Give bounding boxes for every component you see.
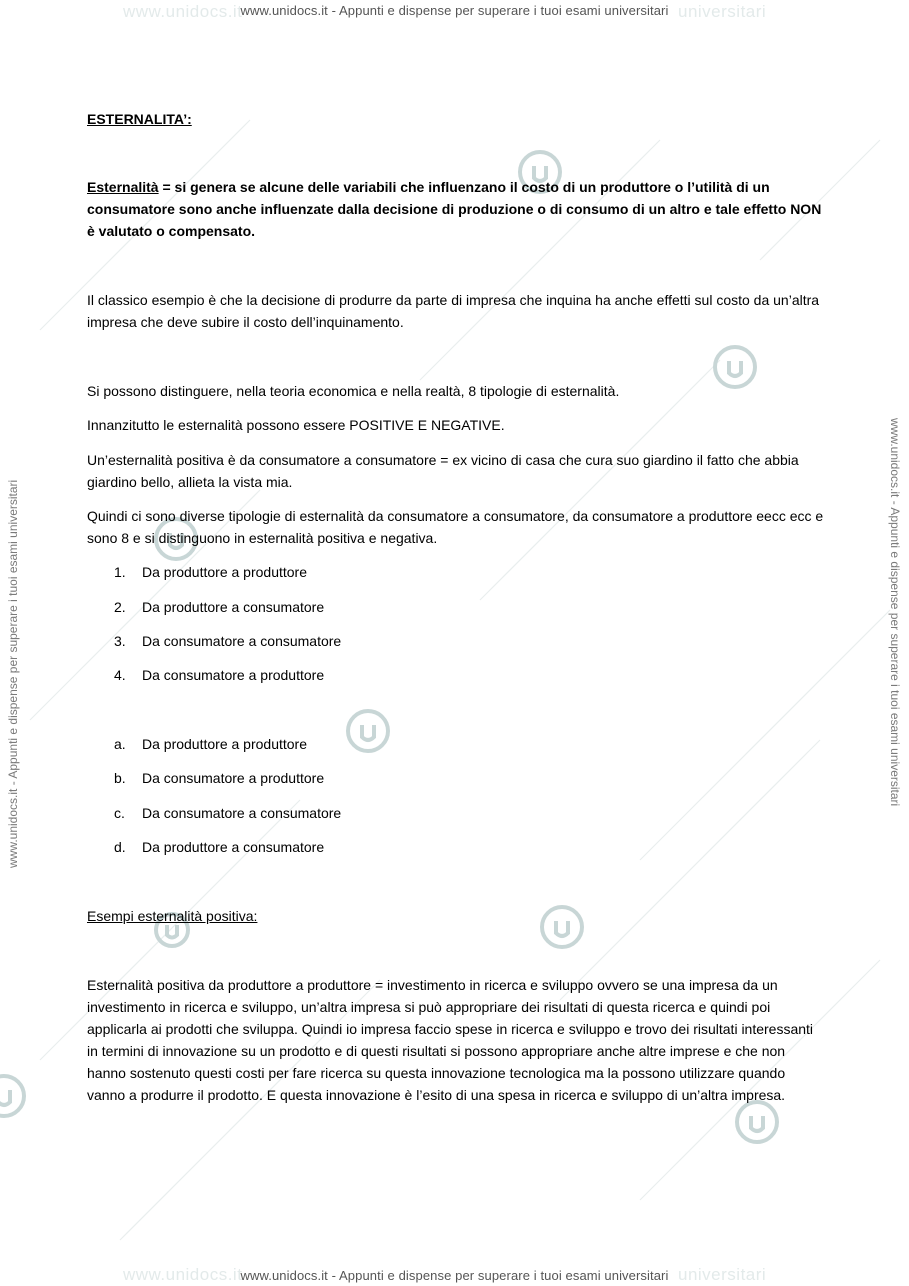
list-item-text: Da produttore a produttore (142, 736, 307, 752)
list-item-text: Da produttore a consumatore (142, 599, 325, 615)
list-item-text: Da consumatore a produttore (142, 770, 325, 786)
list-marker: 1. (114, 564, 126, 580)
watermark-header: www.unidocs.it - Appunti e dispense per superare i tuoi esami universitari (240, 3, 669, 18)
watermark-ghost-right: universitari (678, 1265, 767, 1284)
list-item-text: Da consumatore a produttore (142, 667, 325, 683)
list-marker: c. (114, 805, 125, 821)
list-item-text: Da consumatore a consumatore (142, 633, 342, 649)
final-paragraph: Esternalità positiva da produttore a produttore = investimento in ricerca e sviluppo ovvero se una impresa da un investimento in ricerca e sviluppo, un’altra impresa si può appropriare dei risultati di questa ricerca e quindi poi applicarla ai prodotti che sviluppa. Quindi io impresa faccio spese in ricerca e sviluppo e trovo dei risultati interessanti in termini di innovazione su un prodotto e di questi risultati si possono appropriare anche altre imprese e che non hanno sostenuto questi costi per fare ricerca su questa innovazione tecnologica ma la possono utilizzare quando vanno a produrre il prodotto. E questa innovazione è l’esito di una spesa in ricerca e sviluppo di un’altra impresa. (87, 977, 814, 1103)
watermark-ghost-right: universitari (678, 2, 767, 21)
unidocs-logo-icon (542, 907, 582, 947)
list-marker: 4. (114, 667, 126, 683)
types-paragraph: Quindi ci sono diverse tipologie di esternalità da consumatore a consumatore, da consumatore a produttore eecc ecc e sono 8 e si distinguono in esternalità positiva e negativa. (87, 508, 824, 546)
example-paragraph: Il classico esempio è che la decisione di produrre da parte di impresa che inquina ha anche effetti sul costo da un’altra impresa che deve subire il costo dell’inquinamento. (87, 292, 820, 330)
positive-negative-paragraph: Innanzitutto le esternalità possono essere POSITIVE E NEGATIVE. (87, 417, 505, 433)
watermark-side-right: www.unidocs.it - Appunti e dispense per superare i tuoi esami universitari (888, 418, 902, 807)
list-marker: b. (114, 770, 126, 786)
definition-paragraph (87, 176, 825, 242)
list-item-text: Da produttore a consumatore (142, 839, 325, 855)
definition-term: Esternalità (87, 179, 159, 195)
section-subheading: Esempi esternalità positiva: (87, 908, 258, 924)
watermark-ghost-left: www.unidocs.it (123, 2, 243, 21)
list-marker: d. (114, 839, 126, 855)
positive-example-paragraph: Un’esternalità positiva è da consumatore a consumatore = ex vicino di casa che cura suo giardino il fatto che abbia giardino bello, allieta la vista mia. (87, 452, 799, 490)
list-marker: 2. (114, 599, 126, 615)
list-marker: 3. (114, 633, 126, 649)
distinguish-paragraph: Si possono distinguere, nella teoria economica e nella realtà, 8 tipologie di esternalità. (87, 383, 620, 399)
watermark-footer: www.unidocs.it - Appunti e dispense per superare i tuoi esami universitari (240, 1268, 669, 1283)
watermark-ghost-left: www.unidocs.it (123, 1265, 243, 1284)
unidocs-logo-icon (348, 711, 388, 751)
list-marker: a. (114, 736, 126, 752)
list-item-text: Da produttore a produttore (142, 564, 307, 580)
unidocs-logo-icon (737, 1102, 777, 1142)
watermark-side-left: www.unidocs.it - Appunti e dispense per superare i tuoi esami universitari (6, 479, 20, 868)
definition-text: = si genera se alcune delle variabili che influenzano il costo di un produttore o l’utilità di un consumatore sono anche influenzate dalla decisione di produzione o di consumo di un altro e tale effetto NON è valutato o compensato. (87, 179, 822, 239)
list-item-text: Da consumatore a consumatore (142, 805, 342, 821)
page-title: ESTERNALITA’: (87, 111, 192, 127)
unidocs-logo-icon (0, 1076, 24, 1116)
